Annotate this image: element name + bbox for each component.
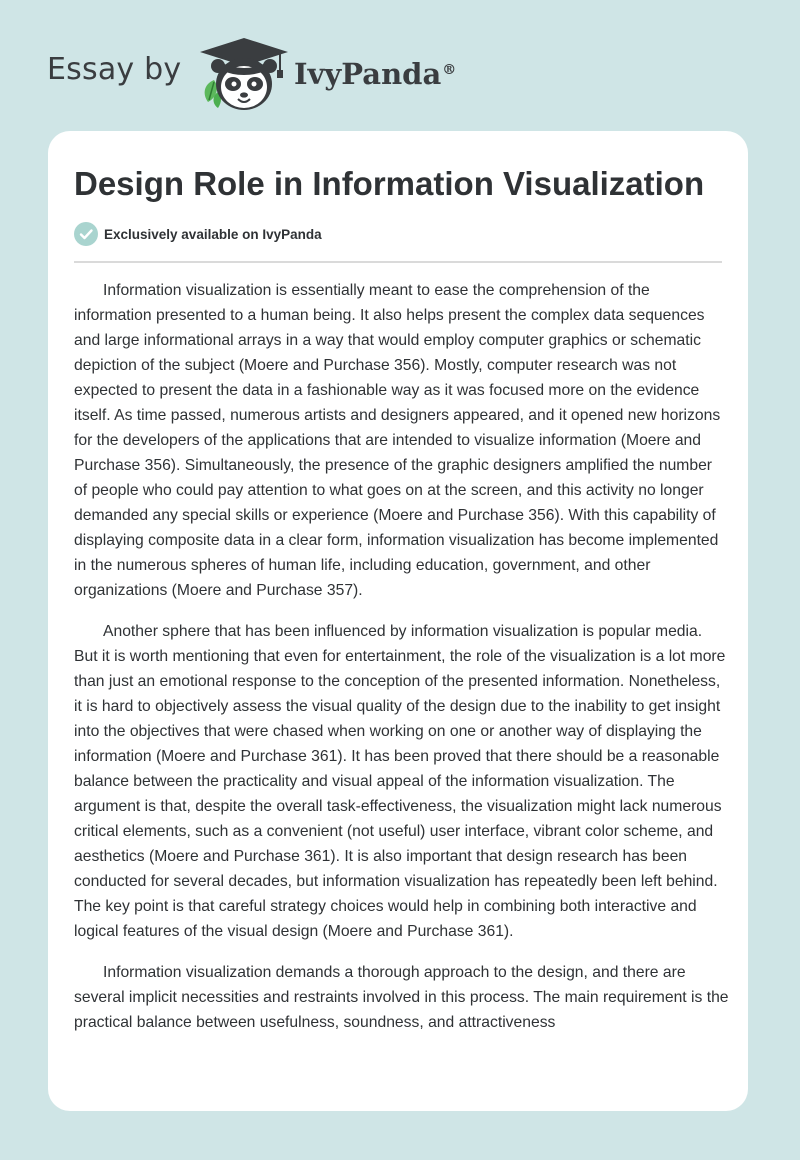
essay-card bbox=[48, 131, 748, 1111]
brand-text: IvyPanda bbox=[294, 57, 442, 91]
essay-body bbox=[74, 278, 729, 1051]
divider bbox=[74, 261, 722, 263]
registered-mark: ® bbox=[442, 62, 457, 78]
check-circle-icon bbox=[74, 222, 98, 246]
site-header bbox=[0, 0, 800, 130]
paragraph: Information visualization is essentially meant to ease the comprehension of the information presented to a human being. It also helps present the complex data sequences and large informational arrays in a way that would employ computer graphics or schematic depiction of the subject (Moere and Purchase 356). Mostly, computer research was not expected to present the data in a fashionable way as it was focused more on the evidence itself. As time passed, numerous artists and designers appeared, and it opened new horizons for the developers of the applications that are intended to visualize information (Moere and Purchase 356). Simultaneously, the presence of the graphic designers amplified the number of people who could pay attention to what goes on at the screen, and this activity no longer demanded any special skills or experience (Moere and Purchase 356). With this capability of displaying composite data in a clear form, information visualization has become implemented in the numerous spheres of human life, including education, government, and other organizations (Moere and Purchase 357). bbox=[74, 282, 721, 599]
exclusive-badge bbox=[74, 222, 322, 246]
paragraph: Information visualization demands a thorough approach to the design, and there are several implicit necessities and restraints involved in this process. The main requirement is the practical balance between usefulness, soundness, and attractiveness bbox=[74, 964, 729, 1031]
paragraph: Another sphere that has been influenced by information visualization is popular media. But it is worth mentioning that even for entertainment, the role of the visualization is a lot more than just an emotional response to the conception of the presented information. Nonetheless, it is hard to objectively assess the visual quality of the design due to the inability to get insight into the objectives that were chased when working on one or another way of displaying the information (Moere and Purchase 361). It has been proved that there should be a reasonable balance between the practicality and visual appeal of the information visualization. The argument is that, despite the overall task-effectiveness, the visualization might lack numerous critical elements, such as a convenient (not useful) user interface, vibrant color scheme, and aesthetics (Moere and Purchase 361). It is also important that design research has been conducted for several decades, but information visualization has repeatedly been left behind. The key point is that careful strategy choices would help in combining both interactive and logical features of the visual design (Moere and Purchase 361). bbox=[74, 623, 726, 940]
exclusive-badge-text: Exclusively available on IvyPanda bbox=[104, 226, 322, 242]
brand-name[interactable] bbox=[294, 54, 456, 94]
panda-logo-icon[interactable] bbox=[200, 36, 290, 112]
page-title: Design Role in Information Visualization bbox=[74, 165, 705, 202]
essay-by-label: Essay by bbox=[47, 52, 182, 87]
